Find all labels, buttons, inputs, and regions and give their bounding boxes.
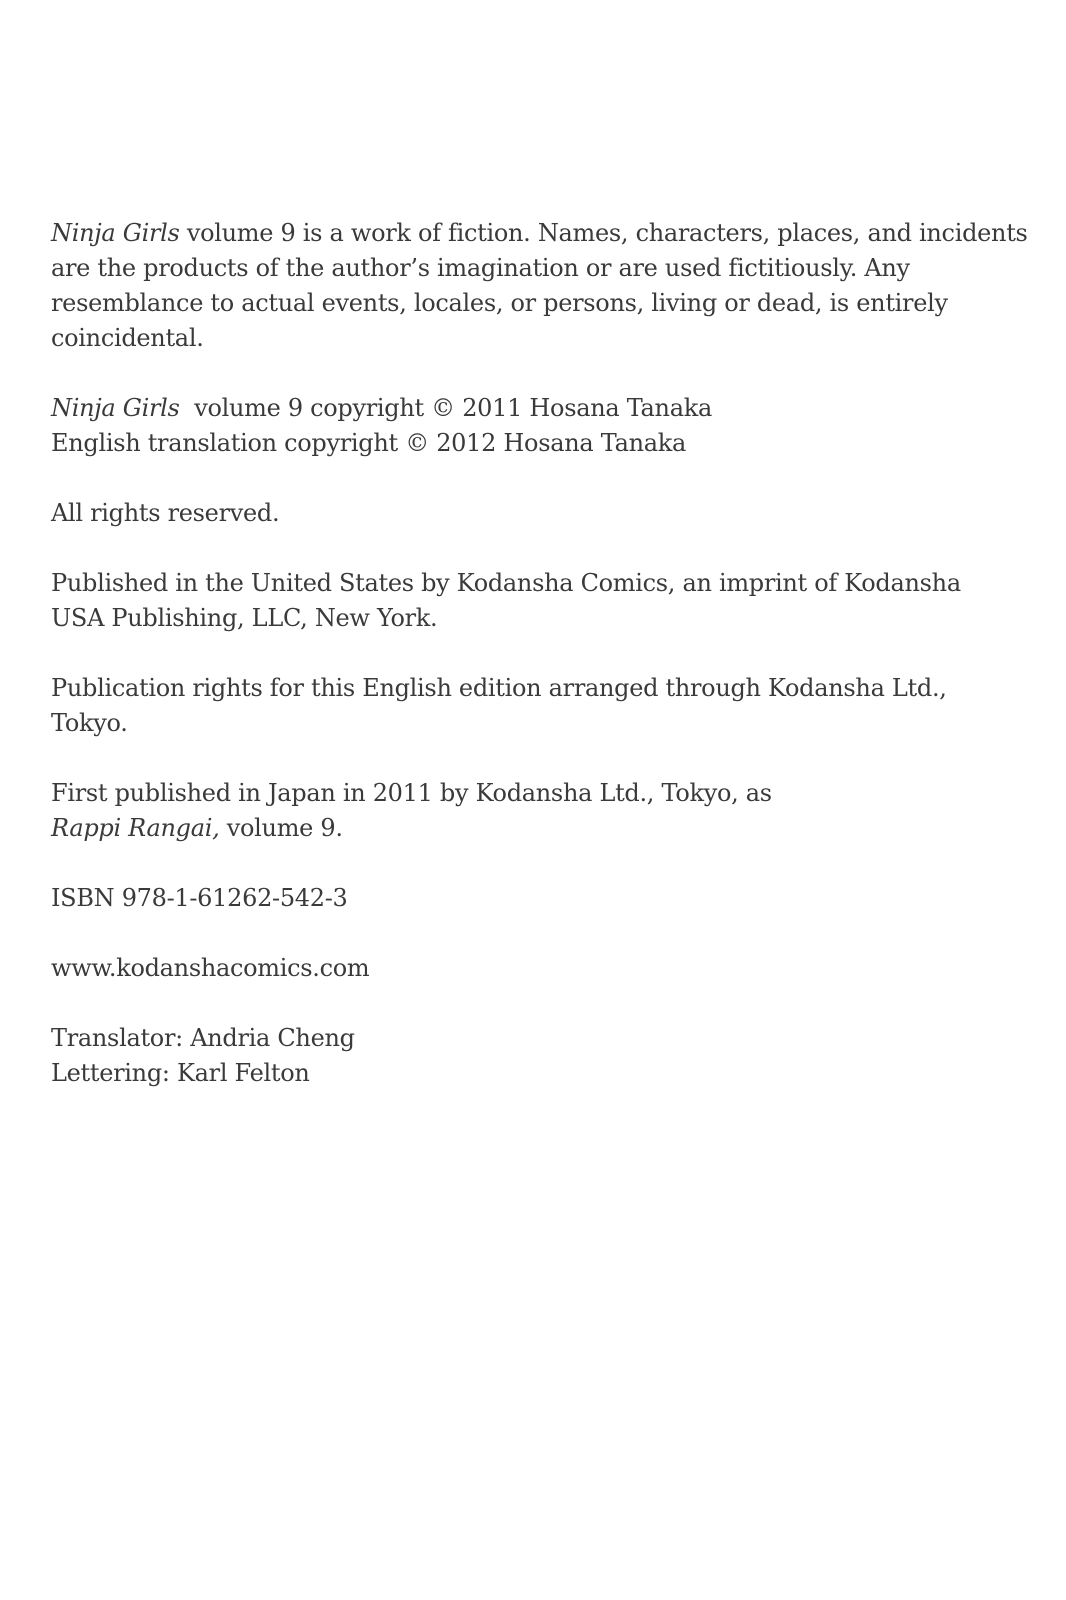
website-url: www.kodanshacomics.com <box>51 954 370 982</box>
first-published-line-1: First published in Japan in 2011 by Kodansha Ltd., Tokyo, as <box>51 779 772 807</box>
publisher-line-2: USA Publishing, LLC, New York. <box>51 604 438 632</box>
publication-rights-line-1: Publication rights for this English edition arranged through Kodansha Ltd., <box>51 674 947 702</box>
translation-copyright-line: English translation copyright © 2012 Hosana Tanaka <box>51 429 686 457</box>
first-published-line-2-text: volume 9. <box>219 814 343 842</box>
disclaimer-line-2: are the products of the author’s imagination or are used fictitiously. Any <box>51 254 910 282</box>
copyright-line-1-text: volume 9 copyright © 2011 Hosana Tanaka <box>179 394 712 422</box>
disclaimer-line-1-text: volume 9 is a work of fiction. Names, characters, places, and incidents <box>179 219 1028 247</box>
publication-rights-paragraph <box>51 671 1001 741</box>
rights-paragraph <box>51 496 1001 531</box>
copyright-paragraph <box>51 391 1001 461</box>
disclaimer-line-3: resemblance to actual events, locales, or persons, living or dead, is entirely <box>51 289 948 317</box>
copyright-line-1 <box>51 391 1001 426</box>
first-published-line-2 <box>51 811 1001 846</box>
lettering-credit: Lettering: Karl Felton <box>51 1059 310 1087</box>
publisher-paragraph <box>51 566 1001 636</box>
first-published-paragraph <box>51 776 1001 846</box>
disclaimer-paragraph <box>51 216 1028 356</box>
publisher-line-1: Published in the United States by Kodansha Comics, an imprint of Kodansha <box>51 569 961 597</box>
isbn-line: ISBN 978-1-61262-542-3 <box>51 884 348 912</box>
publication-rights-line-2: Tokyo. <box>51 709 128 737</box>
website-paragraph <box>51 951 1001 986</box>
isbn-paragraph <box>51 881 1001 916</box>
book-title: Ninja Girls <box>51 394 180 422</box>
credits-paragraph <box>51 1021 1001 1091</box>
original-title: Rappi Rangai, <box>51 814 220 842</box>
translator-credit: Translator: Andria Cheng <box>51 1024 355 1052</box>
disclaimer-line-4: coincidental. <box>51 324 204 352</box>
rights-reserved-line: All rights reserved. <box>51 499 280 527</box>
copyright-page <box>51 216 1028 1091</box>
book-title: Ninja Girls <box>51 219 180 247</box>
disclaimer-line-1 <box>51 216 1028 251</box>
